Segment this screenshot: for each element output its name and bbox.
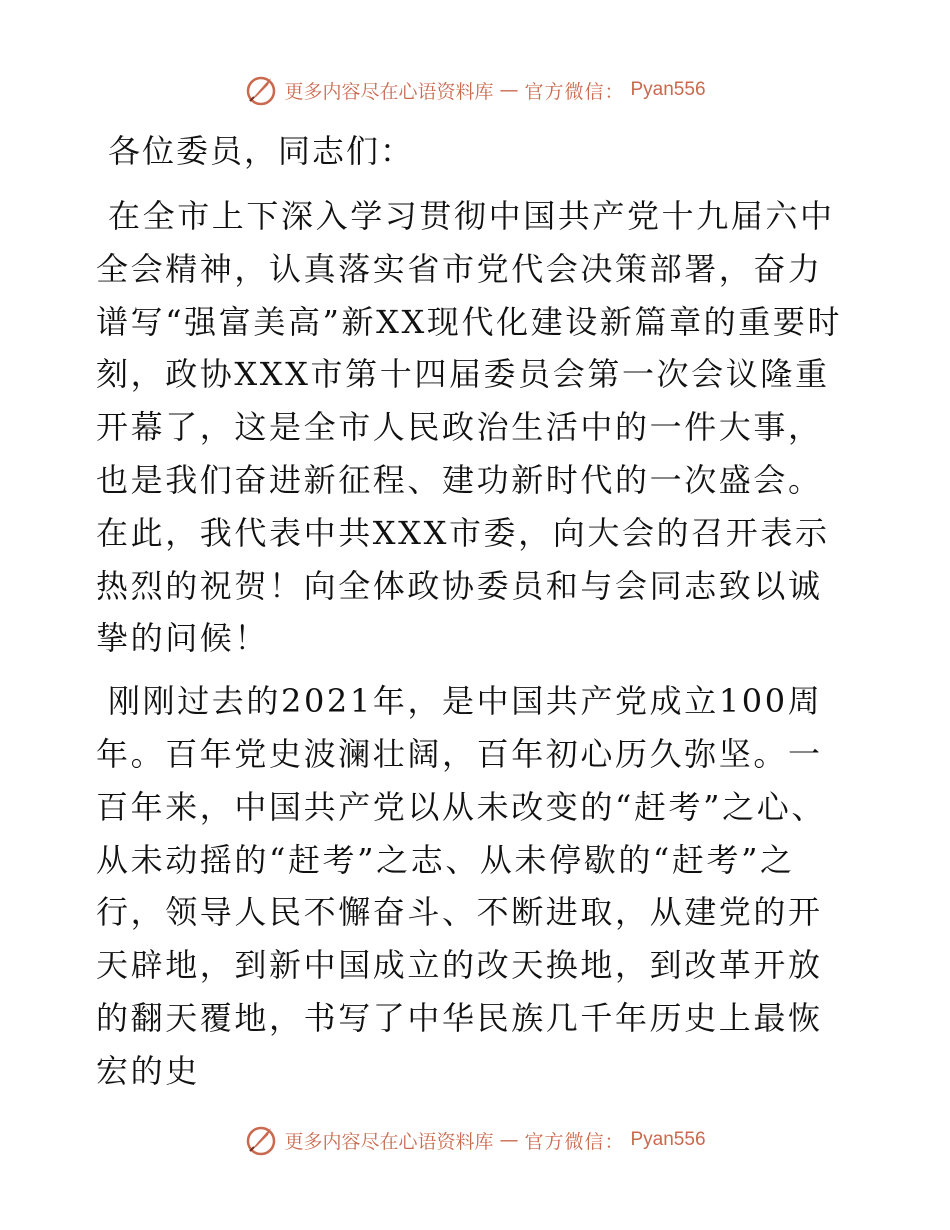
document-body (96, 122, 856, 1108)
paragraph-1-text: 在全市上下深入学习贯彻中国共产党十九届六中全会精神，认真落实省市党代会决策部署，奋力谱写“强富美高”新XX现代化建设新篇章的重要时刻，政协XXX市第十四届委员会第一次会议隆重开幕了，这是全市人民政治生活中的一件大事，也是我们奋进新征程、建功新时代的一次盛会。在此，我代表中共XXX市委，向大会的召开表示热烈的祝贺！向全体政协委员和与会同志致以诚挚的问候！ (96, 197, 843, 658)
watermark-separator: — (499, 1129, 519, 1151)
watermark-wechat-label: 官方微信： (524, 80, 625, 103)
salutation: 各位委员，同志们： (108, 132, 415, 170)
watermark-separator: — (499, 79, 519, 101)
quill-logo-icon (244, 73, 278, 107)
paragraph-2-text: 刚刚过去的2021年，是中国共产党成立100周年。百年党史波澜壮阔，百年初心历久弥坚。一百年来，中国共产党以从未改变的“赶考”之心、从未动摇的“赶考”之志、从未停歇的“赶考”之行，领导人民不懈奋斗、不断进取，从建党的开天辟地，到新中国成立的改天换地，到改革开放的翻天覆地，书写了中华民族几千年历史上最恢宏的史 (96, 682, 826, 1090)
paragraph-1 (96, 190, 856, 665)
watermark-wechat-id: Pyan556 (630, 1129, 706, 1150)
quill-logo-icon (244, 1123, 278, 1157)
footer-watermark (0, 1120, 950, 1160)
watermark-wechat-label: 官方微信： (524, 1130, 625, 1153)
paragraph-2 (96, 675, 856, 1097)
watermark-site-text: 更多内容尽在心语资料库 (284, 1130, 494, 1153)
header-watermark (0, 70, 950, 110)
watermark-site-text: 更多内容尽在心语资料库 (284, 80, 494, 103)
watermark-wechat-id: Pyan556 (630, 79, 706, 100)
